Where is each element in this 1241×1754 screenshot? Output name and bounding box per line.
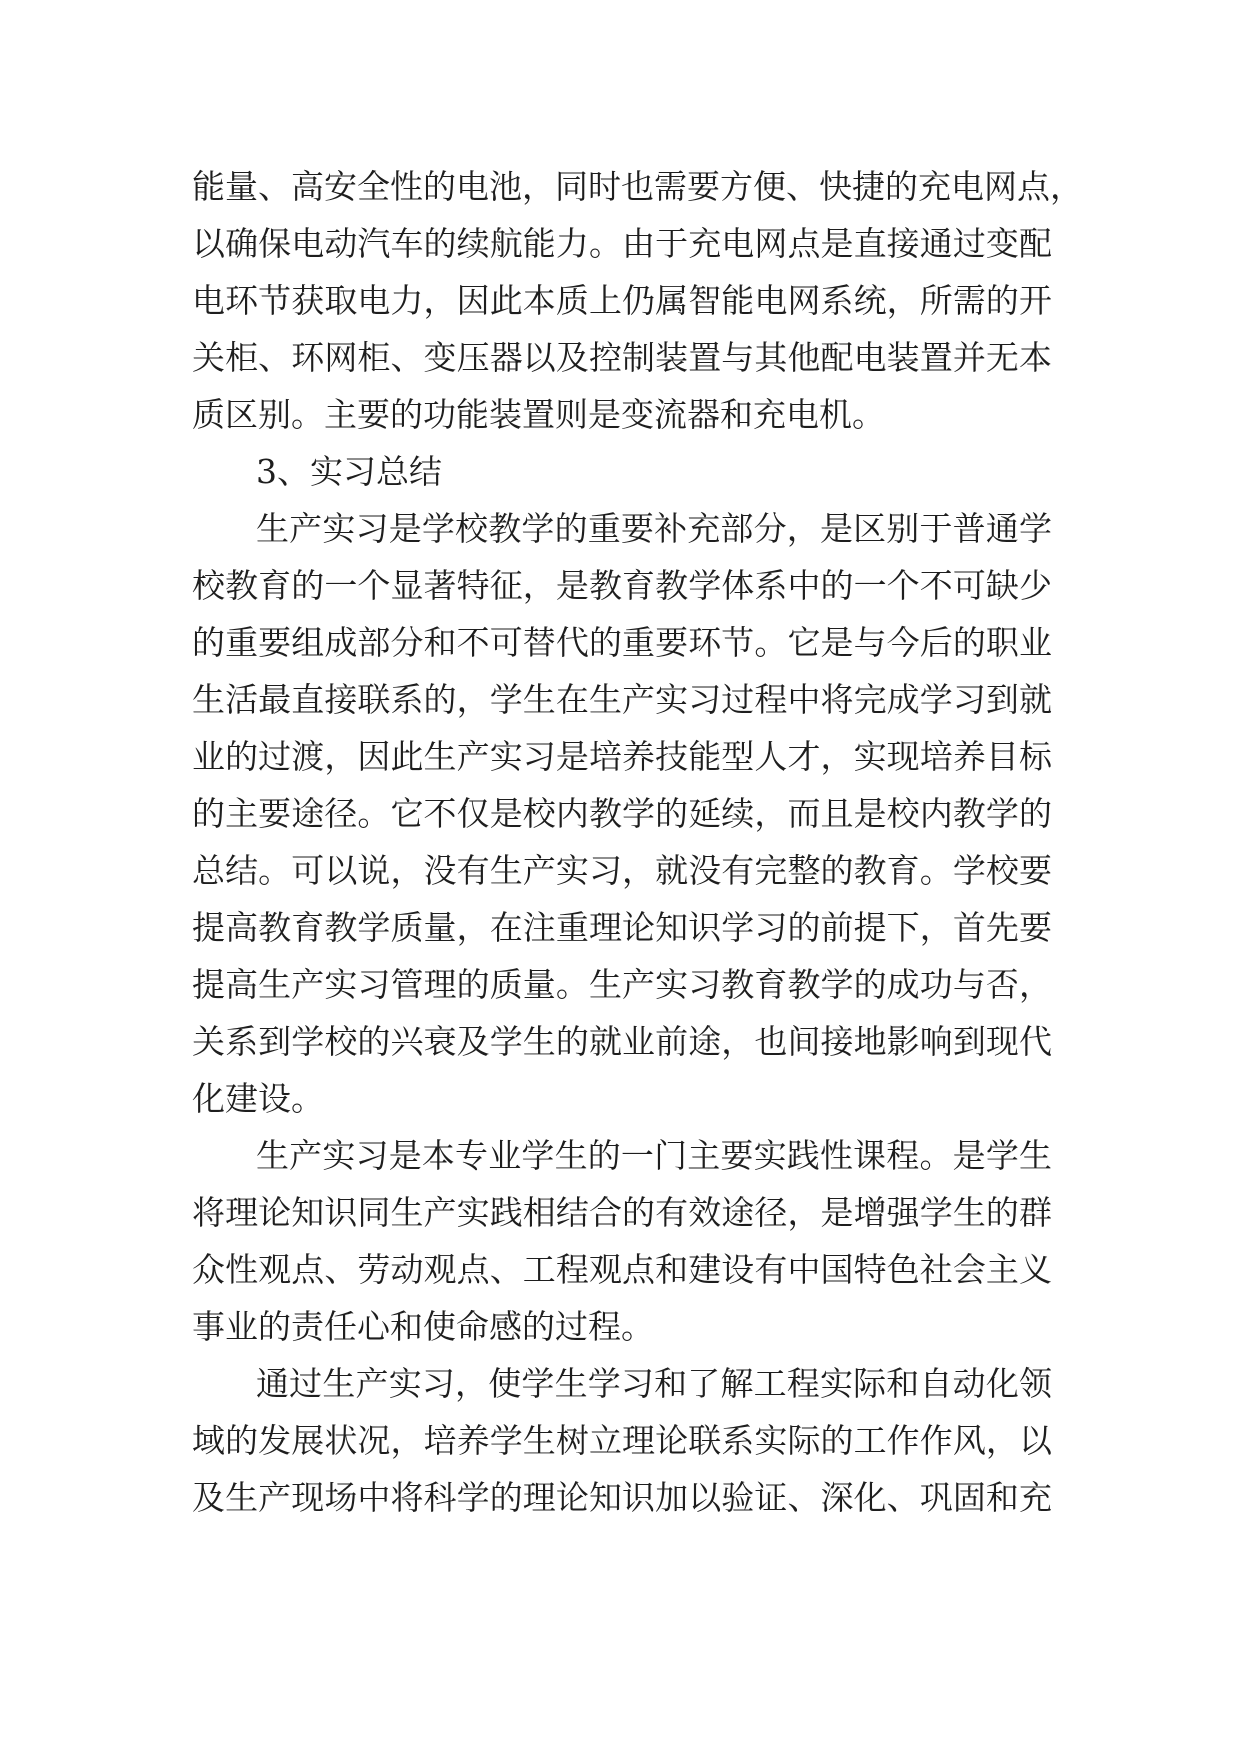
section-heading: 3、实习总结 [256, 452, 442, 491]
text-line: 生活最直接联系的，学生在生产实习过程中将完成学习到就 [192, 680, 1052, 719]
text-line: 能量、高安全性的电池，同时也需要方便、快捷的充电网点， [192, 167, 1083, 206]
text-line: 通过生产实习，使学生学习和了解工程实际和自动化领 [256, 1364, 1052, 1403]
text-line: 化建设。 [192, 1079, 324, 1118]
text-line: 众性观点、劳动观点、工程观点和建设有中国特色社会主义 [192, 1250, 1052, 1289]
text-line: 提高生产实习管理的质量。生产实习教育教学的成功与否， [192, 965, 1052, 1004]
text-line: 提高教育教学质量，在注重理论知识学习的前提下，首先要 [192, 908, 1052, 947]
text-line: 生产实习是本专业学生的一门主要实践性课程。是学生 [256, 1136, 1052, 1175]
text-line: 将理论知识同生产实践相结合的有效途径，是增强学生的群 [192, 1193, 1052, 1232]
text-line: 业的过渡，因此生产实习是培养技能型人才，实现培养目标 [192, 737, 1052, 776]
text-line: 的重要组成部分和不可替代的重要环节。它是与今后的职业 [192, 623, 1052, 662]
text-line: 的主要途径。它不仅是校内教学的延续，而且是校内教学的 [192, 794, 1052, 833]
text-line: 总结。可以说，没有生产实习，就没有完整的教育。学校要 [192, 851, 1052, 890]
text-line: 关柜、环网柜、变压器以及控制装置与其他配电装置并无本 [192, 338, 1052, 377]
text-line: 事业的责任心和使命感的过程。 [192, 1307, 654, 1346]
text-line: 质区别。主要的功能装置则是变流器和充电机。 [192, 395, 885, 434]
text-line: 及生产现场中将科学的理论知识加以验证、深化、巩固和充 [192, 1478, 1052, 1517]
text-line: 生产实习是学校教学的重要补充部分，是区别于普通学 [256, 509, 1052, 548]
text-line: 域的发展状况，培养学生树立理论联系实际的工作作风，以 [192, 1421, 1052, 1460]
text-line: 关系到学校的兴衰及学生的就业前途，也间接地影响到现代 [192, 1022, 1052, 1061]
text-line: 电环节获取电力，因此本质上仍属智能电网系统，所需的开 [192, 281, 1052, 320]
text-line: 校教育的一个显著特征，是教育教学体系中的一个不可缺少 [192, 566, 1052, 605]
text-line: 以确保电动汽车的续航能力。由于充电网点是直接通过变配 [192, 224, 1052, 263]
